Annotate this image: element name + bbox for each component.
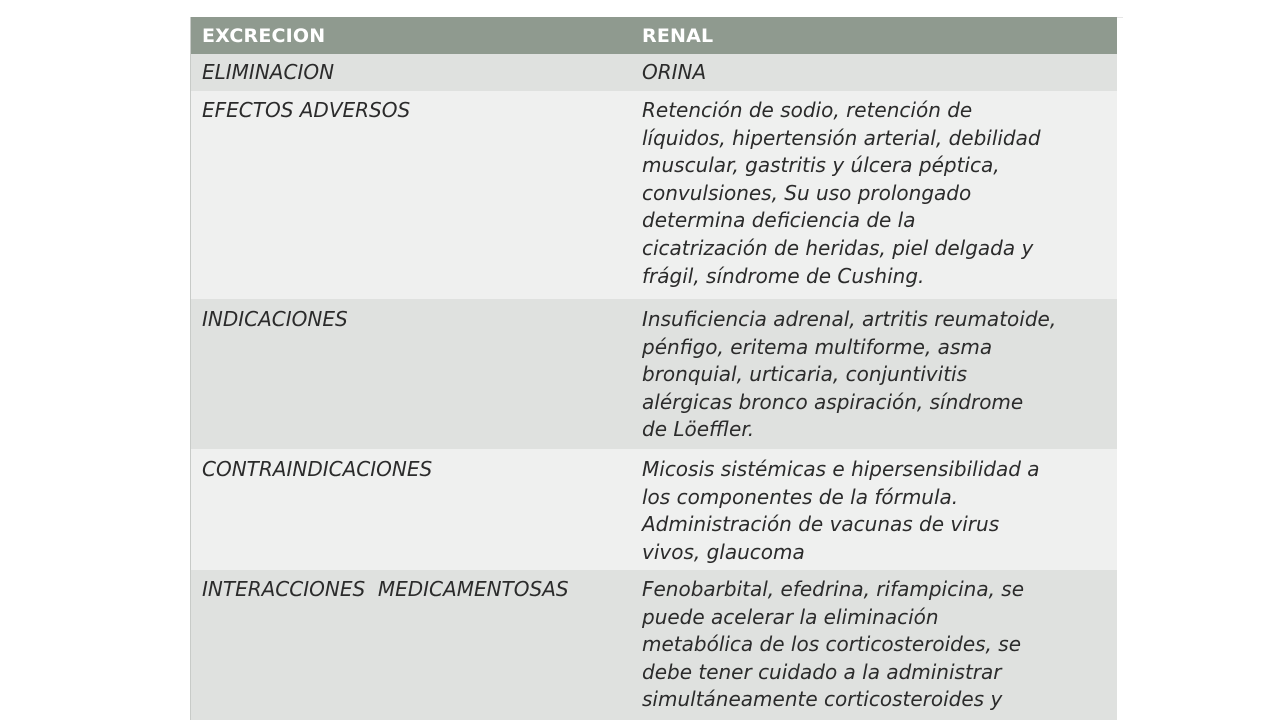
row-value (631, 576, 1118, 720)
row-value-line: Retención de sodio, retención de (642, 98, 973, 122)
row-value-line: muscular, gastritis y úlcera péptica, (642, 153, 1000, 178)
row-label: CONTRAINDICACIONES (202, 457, 433, 481)
row-value-line: bronquial, urticaria, conjuntivitis (642, 362, 968, 387)
table-header (191, 17, 1118, 54)
row-value-line: alérgicas bronco aspiración, síndrome (642, 389, 1024, 414)
header-renal: RENAL (642, 24, 714, 47)
row-value-line: de Löeffler. (642, 417, 755, 442)
row-value-line: los componentes de la fórmula. (642, 484, 959, 509)
table-row-interacciones (191, 570, 1118, 720)
drug-info-table (190, 17, 1118, 720)
row-value-line: puede acelerar la eliminación (642, 604, 939, 629)
row-value-line: cicatrización de heridas, piel delgada y (642, 235, 1034, 260)
row-value (631, 97, 1118, 299)
row-value-line: convulsiones, Su uso prolongado (642, 180, 972, 205)
row-value-line: determina deficiencia de la (642, 208, 916, 233)
table-row-eliminacion (191, 54, 1118, 91)
row-label: EFECTOS ADVERSOS (202, 98, 411, 122)
header-excrecion: EXCRECION (202, 24, 326, 47)
row-value-line: pénfigo, eritema multiforme, asma (642, 334, 993, 359)
row-value-line: simultáneamente corticosteroides y (642, 687, 1003, 712)
row-label: INDICACIONES (202, 307, 348, 331)
row-value (631, 59, 1118, 91)
row-value-line: ORINA (642, 60, 707, 84)
row-value-line: Micosis sistémicas e hipersensibilidad a (642, 457, 1040, 481)
table-right-edge (1117, 17, 1123, 720)
table-row-contraindicaciones (191, 449, 1118, 570)
row-value-line: vivos, glaucoma (642, 539, 805, 564)
row-label: INTERACCIONES MEDICAMENTOSAS (202, 577, 569, 601)
row-value-line: frágil, síndrome de Cushing. (642, 263, 925, 288)
row-label: ELIMINACION (202, 60, 335, 84)
row-value-line: Insuficiencia adrenal, artritis reumatoide, (642, 307, 1057, 331)
row-value (631, 456, 1118, 570)
row-value-line: debe tener cuidado a la administrar (642, 659, 1002, 684)
row-value-line: Administración de vacunas de virus (642, 512, 1000, 537)
row-value-line: Fenobarbital, efedrina, rifampicina, se (642, 577, 1025, 601)
table-row-efectos-adversos (191, 91, 1118, 299)
row-value (631, 306, 1118, 449)
row-value-line: metabólica de los corticosteroides, se (642, 632, 1021, 657)
table-row-indicaciones (191, 299, 1118, 449)
row-value-line: líquidos, hipertensión arterial, debilidad (642, 125, 1041, 150)
